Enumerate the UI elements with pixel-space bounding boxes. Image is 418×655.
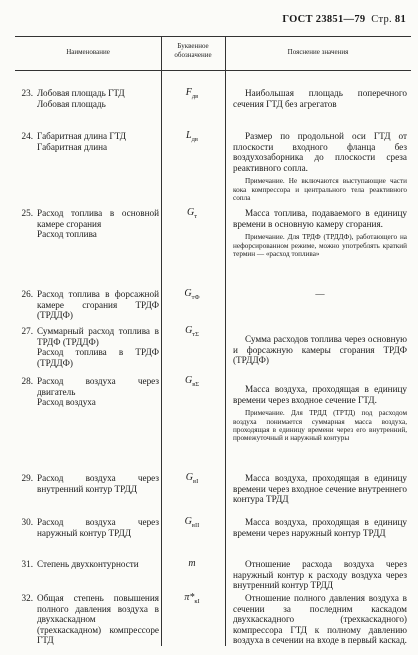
term-description: Масса воздуха, проходящая в единицу времени через входное сечение ГТД. (233, 384, 407, 405)
term-text: Расход воздуха через внутренний контур ТРДД (37, 473, 159, 494)
row-number: 30. (21, 517, 33, 527)
term-alternative: Лобовая площадь (37, 98, 106, 109)
term-description: Размер по продольной оси ГТД от плоскости входного фланца без воздухозаборника до плоскости среза реактивного сопла. (233, 131, 407, 173)
term-text: Расход воздуха через наружный контур ТРДД (37, 517, 159, 538)
term-description: Отношение расхода воздуха через наружный контур к расходу воздуха через внутренний контур ТРДД (233, 559, 407, 591)
term-description: Масса воздуха, проходящая в единицу времени через наружный контур ТРДД (233, 517, 407, 538)
term-alternative: Расход топлива (37, 229, 97, 240)
row-number: 25. (21, 208, 33, 218)
page-label: Стр. (371, 14, 392, 25)
term-note: Примечание. Не включаются выступающие части кока компрессора и центрального тела реактивного сопла (233, 177, 407, 203)
term-text: Расход топлива в форсажной камере сгорания ТРДФ (ТРДДФ) (37, 289, 159, 321)
term-text: Суммарный расход топлива в ТРДФ (ТРДДФ) (37, 326, 159, 347)
term-alternative: Расход воздуха (37, 397, 96, 408)
row-number: 24. (21, 131, 33, 141)
term-alternative: Габаритная длина (37, 141, 108, 152)
term-text: Габаритная длина ГТД (37, 131, 127, 141)
term-symbol: $G_{вII}$ (184, 516, 200, 529)
term-description: Отношение полного давления воздуха в сечении за последним каскадом двухкаскадного (трехкаскадного) компрессора ГТД к полному давлению воздуха в сечении на входе в первый каскад. (233, 593, 407, 646)
row-number: 32. (21, 593, 33, 603)
term-symbol: $L_{дв}$ (186, 130, 198, 143)
page-number: 81 (394, 14, 406, 25)
column-header-description: Пояснение значения (287, 48, 349, 56)
term-alternative: Расход топлива в ТРДФ (ТРДДФ) (37, 347, 159, 368)
header-bottom-border (15, 70, 411, 71)
term-symbol: $G_{тФ}$ (184, 288, 200, 301)
row-number: 26. (21, 289, 33, 299)
row-number: 31. (21, 559, 33, 569)
term-text: Расход воздуха через двигатель (37, 376, 159, 397)
term-text: Лобовая площадь ГТД (37, 88, 125, 98)
row-number: 28. (21, 376, 33, 386)
term-description: Сумма расходов топлива через основную и форсажную камеры сгорания ТРДФ (ТРДДФ) (233, 334, 407, 366)
term-symbol: $G_т$ (186, 207, 198, 220)
standard-code: ГОСТ 23851—79 (282, 14, 366, 25)
row-number: 23. (21, 88, 33, 98)
column-divider-2 (225, 36, 226, 646)
term-note: Примечание. Для ТРДД (ТРТД) под расходом воздуха понимается суммарная масса воздуха, проходящая в единицу времени через его внутренний, промежуточный и наружный контуры (233, 409, 407, 443)
term-symbol: $G_{т\Sigma}$ (185, 325, 199, 338)
term-text: Степень двухконтурности (37, 559, 139, 569)
term-text: Общая степень повышения полного давления воздуха в двухкаскадном (трехкаскадном) компрессоре ГТД (37, 593, 159, 646)
term-note: Примечание. Для ТРДФ (ТРДДФ), работающего на нефорсированном режиме, можно употреблять краткий термин — «расход топлива» (233, 233, 407, 258)
term-text: Расход топлива в основной камере сгорания (37, 208, 159, 229)
term-description: Масса воздуха, проходящая в единицу времени через входное сечение внутреннего контура ТРДД (233, 473, 407, 505)
column-header-symbol: Буквенное обозначение (174, 42, 212, 59)
term-description: Масса топлива, подаваемого в единицу времени в основную камеру сгорания. (233, 208, 407, 229)
term-description: Наибольшая площадь поперечного сечения ГТД без агрегатов (233, 88, 407, 109)
terms-table (15, 36, 411, 646)
term-symbol: $F_{дв}$ (185, 87, 199, 100)
page-header (282, 14, 406, 25)
term-description: — (315, 289, 325, 299)
row-number: 29. (21, 473, 33, 483)
term-symbol: $G_{в\Sigma}$ (184, 375, 200, 388)
term-symbol: $G_{вI}$ (185, 472, 199, 485)
column-header-name: Наименование (66, 48, 110, 56)
column-divider-1 (161, 36, 162, 646)
row-number: 27. (21, 326, 33, 336)
term-symbol: $\pi*_{кI}$ (184, 592, 200, 605)
term-symbol: m (188, 558, 196, 569)
table-top-border (15, 36, 411, 37)
